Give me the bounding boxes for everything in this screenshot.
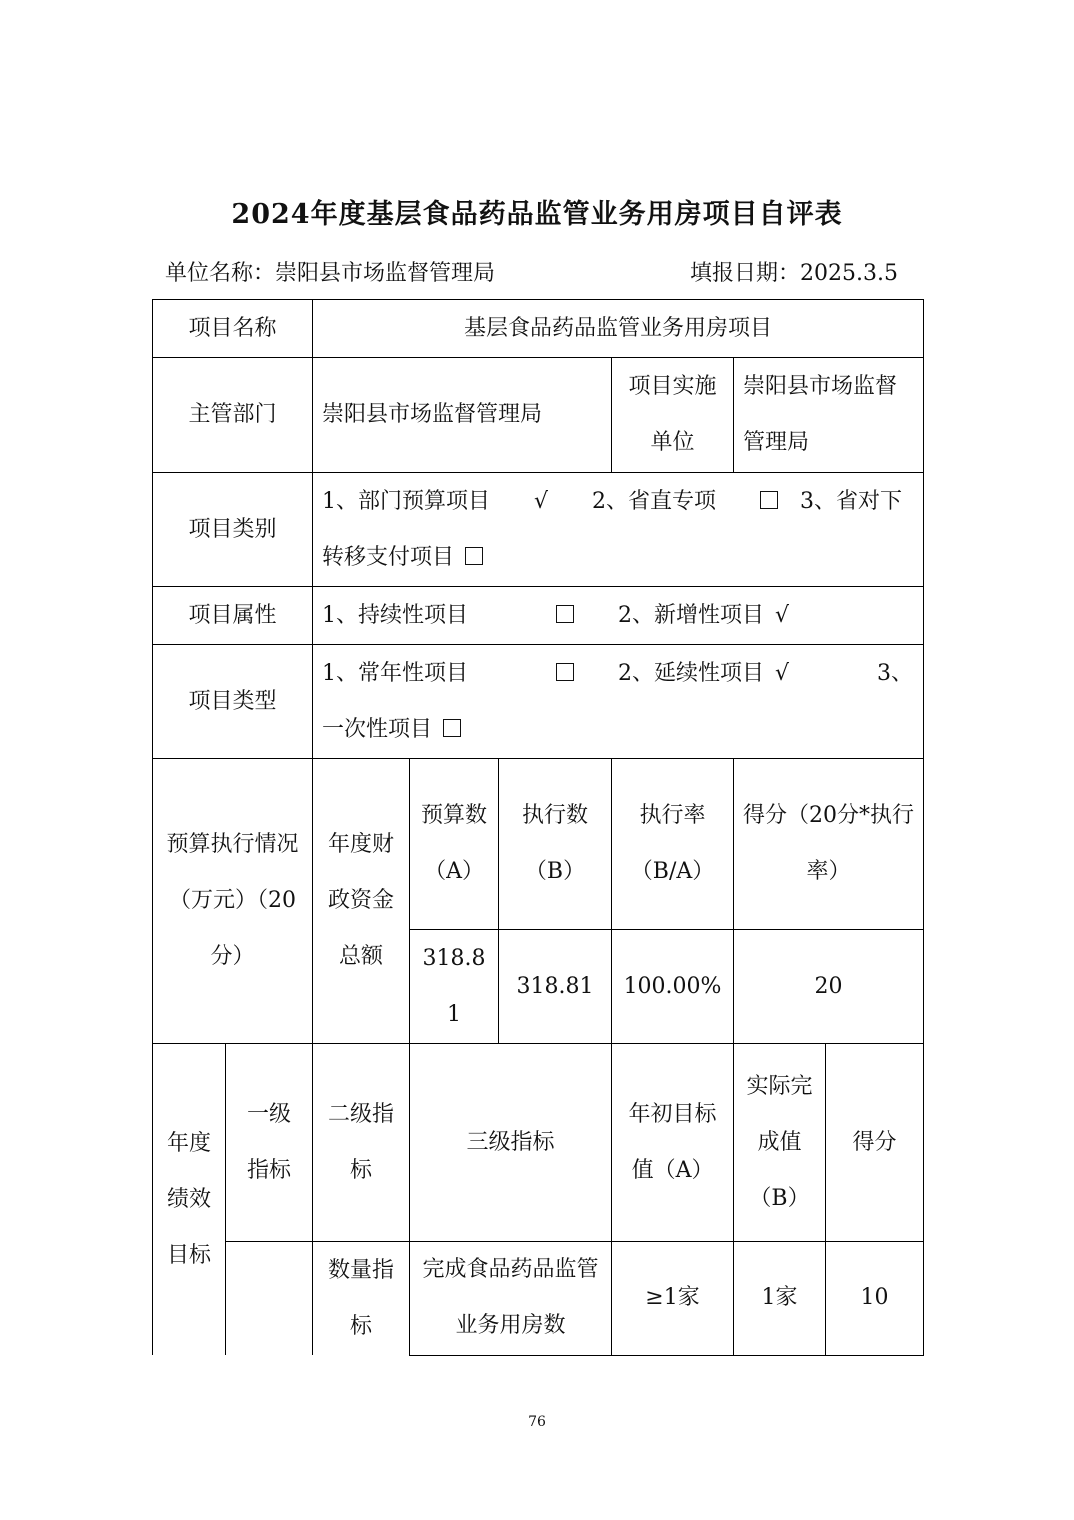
table-row xyxy=(153,1044,924,1242)
type-option-3: 3、一次性项目 xyxy=(322,660,914,742)
header-level1: 一级指标 xyxy=(226,1044,313,1242)
empty-checkbox-icon xyxy=(465,547,483,565)
budget-sub-label: 年度财政资金总额 xyxy=(313,759,410,1044)
check-mark-icon: √ xyxy=(534,488,549,514)
dept-value: 崇阳县市场监督管理局 xyxy=(313,358,612,473)
table-row xyxy=(153,1242,924,1356)
type-label: 项目类型 xyxy=(153,645,313,759)
budget-value-rate: 100.00% xyxy=(612,930,734,1044)
check-mark-icon: √ xyxy=(775,602,790,628)
category-option-1: 1、部门预算项目 xyxy=(322,488,491,514)
empty-checkbox-icon xyxy=(443,719,461,737)
attribute-option-2: 2、新增性项目 xyxy=(618,602,765,628)
performance-label: 年度绩效目标 xyxy=(153,1044,226,1356)
unit-name: 单位名称：崇阳县市场监督管理局 xyxy=(165,261,496,286)
page-title: 2024年度基层食品药品监管业务用房项目自评表 xyxy=(231,199,843,230)
category-option-2: 2、省直专项 xyxy=(592,488,717,514)
row-target: ≥1家 xyxy=(612,1242,734,1356)
header-level2: 二级指标 xyxy=(313,1044,410,1242)
type-options xyxy=(313,645,924,759)
budget-header-a: 预算数（A） xyxy=(410,759,499,930)
project-name-label: 项目名称 xyxy=(153,300,313,358)
header-actual: 实际完成值（B） xyxy=(734,1044,826,1242)
attribute-option-1: 1、持续性项目 xyxy=(322,602,469,628)
empty-checkbox-icon xyxy=(760,491,778,509)
row-actual: 1家 xyxy=(734,1242,826,1356)
budget-label: 预算执行情况（万元）（20分） xyxy=(153,759,313,1044)
impl-unit-label: 项目实施单位 xyxy=(612,358,734,473)
category-options xyxy=(313,473,924,587)
type-option-1: 1、常年性项目 xyxy=(322,660,469,686)
table-row xyxy=(153,645,924,759)
budget-header-score: 得分（20分*执行率） xyxy=(734,759,924,930)
dept-label: 主管部门 xyxy=(153,358,313,473)
row-score: 10 xyxy=(826,1242,924,1356)
row-level1 xyxy=(226,1242,313,1356)
report-date: 填报日期：2025.3.5 xyxy=(690,261,898,286)
budget-header-rate: 执行率（B/A） xyxy=(612,759,734,930)
category-label: 项目类别 xyxy=(153,473,313,587)
page-number: 76 xyxy=(528,1414,546,1430)
budget-value-score: 20 xyxy=(734,930,924,1044)
category-option-3: 3、省对下转移支付项目 xyxy=(322,488,903,570)
type-option-2: 2、延续性项目 xyxy=(618,660,765,686)
row-level3: 完成食品药品监管业务用房数 xyxy=(410,1242,612,1356)
check-mark-icon: √ xyxy=(775,660,790,686)
budget-value-a: 318.81 xyxy=(410,930,499,1044)
impl-unit-value: 崇阳县市场监督管理局 xyxy=(734,358,924,473)
table-row xyxy=(153,759,924,930)
table-row xyxy=(153,358,924,473)
row-level2: 数量指标 xyxy=(313,1242,410,1356)
budget-header-b: 执行数（B） xyxy=(499,759,612,930)
header-target: 年初目标值（A） xyxy=(612,1044,734,1242)
attribute-options xyxy=(313,587,924,645)
table-row xyxy=(153,587,924,645)
table-row xyxy=(153,300,924,358)
empty-checkbox-icon xyxy=(556,663,574,681)
attribute-label: 项目属性 xyxy=(153,587,313,645)
evaluation-table xyxy=(152,299,924,1356)
project-name-value: 基层食品药品监管业务用房项目 xyxy=(313,300,924,358)
empty-checkbox-icon xyxy=(556,605,574,623)
header-score: 得分 xyxy=(826,1044,924,1242)
budget-value-b: 318.81 xyxy=(499,930,612,1044)
header-level3: 三级指标 xyxy=(410,1044,612,1242)
table-row xyxy=(153,473,924,587)
